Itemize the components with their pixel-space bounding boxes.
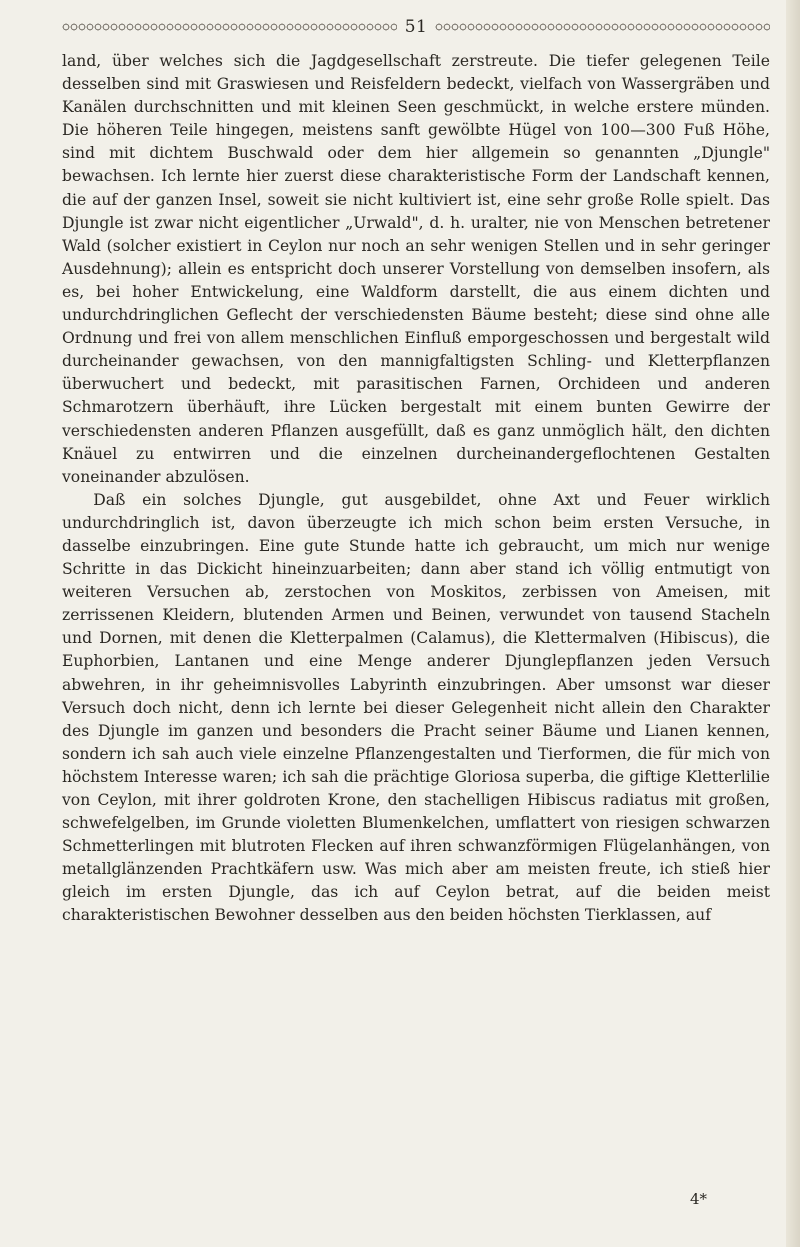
page-number: 51 [404, 17, 428, 37]
running-header [62, 16, 770, 38]
page-edge-shadow [786, 0, 800, 1247]
signature-mark: 4* [690, 1190, 708, 1208]
header-ornament-left [62, 21, 397, 33]
body-text [62, 50, 770, 928]
paragraph-2: Daß ein solches Djungle, gut ausgebildet, ohne Axt und Feuer wirklich undurchdringlich ist, davon überzeugte ich mich schon beim ersten Versuche, in dasselbe einzubringen. Eine gute Stunde hatte ich gebraucht, um mich nur wenige Schritte in das Dickicht hineinzuarbeiten; dann aber stand ich völlig entmutigt von weiteren Versuchen ab, zerstochen von Moskitos, zerbissen von Ameisen, mit zerrissenen Kleidern, blutenden Armen und Beinen, verwundet von tausend Stacheln und Dornen, mit denen die Kletterpalmen (Calamus), die Klettermalven (Hibiscus), die Euphorbien, Lantanen und eine Menge anderer Djunglepflanzen jeden Versuch abwehren, in ihr geheimnisvolles Labyrinth einzubringen. Aber umsonst war dieser Versuch doch nicht, denn ich lernte bei dieser Gelegenheit nicht allein den Charakter des Djungle im ganzen und besonders die Pracht seiner Bäume und Lianen kennen, sondern ich sah auch viele einzelne Pflanzengestalten und Tierformen, die für mich von höchstem Interesse waren; ich sah die prächtige Gloriosa superba, die giftige Kletterlilie von Ceylon, mit ihrer goldroten Krone, den stachelligen Hibiscus radiatus mit großen, schwefelgelben, im Grunde violetten Blumenkelchen, umflattert von riesigen schwarzen Schmetterlingen mit blutroten Flecken auf ihren schwanzförmigen Flügelanhängen, von metallglänzenden Prachtkäfern usw. Was mich aber am meisten freute, ich stieß hier gleich im ersten Djungle, das ich auf Ceylon betrat, auf die beiden meist charakteristischen Bewohner desselben aus den beiden höchsten Tierklassen, auf [62, 490, 770, 925]
paragraph-1: land, über welches sich die Jagdgesellschaft zerstreute. Die tiefer gelegenen Teile desselben sind mit Graswiesen und Reisfeldern bedeckt, vielfach von Wassergräben und Kanälen durchschnitten und mit kleinen Seen geschmückt, in welche erstere münden. Die höheren Teile hingegen, meistens sanft gewölbte Hügel von 100—300 Fuß Höhe, sind mit dichtem Buschwald oder dem hier allgemein so genannten „Djungle" bewachsen. Ich lernte hier zuerst diese charakteristische Form der Landschaft kennen, die auf der ganzen Insel, soweit sie nicht kultiviert ist, eine sehr große Rolle spielt. Das Djungle ist zwar nicht eigentlicher „Urwald", d. h. uralter, nie von Menschen betretener Wald (solcher existiert in Ceylon nur noch an sehr wenigen Stellen und in sehr geringer Ausdehnung); allein es entspricht doch unserer Vorstellung von demselben insofern, als es, bei hoher Entwickelung, eine Waldform darstellt, die aus einem dichten und undurchdringlichen Geflecht der verschiedensten Bäume besteht; diese sind ohne alle Ordnung und frei von allem menschlichen Einfluß emporgeschossen und bergestalt wild durcheinander gewachsen, von den mannigfaltigsten Schling- und Kletterpflanzen überwuchert und bedeckt, mit parasitischen Farnen, Orchideen und anderen Schmarotzern überhäuft, ihre Lücken bergestalt mit einem bunten Gewirre der verschiedensten anderen Pflanzen ausgefüllt, daß es ganz unmöglich hält, den dichten Knäuel zu entwirren und die einzelnen durcheinandergeflochtenen Gestalten voneinander abzulösen. [62, 52, 770, 486]
header-ornament-right [435, 21, 770, 33]
